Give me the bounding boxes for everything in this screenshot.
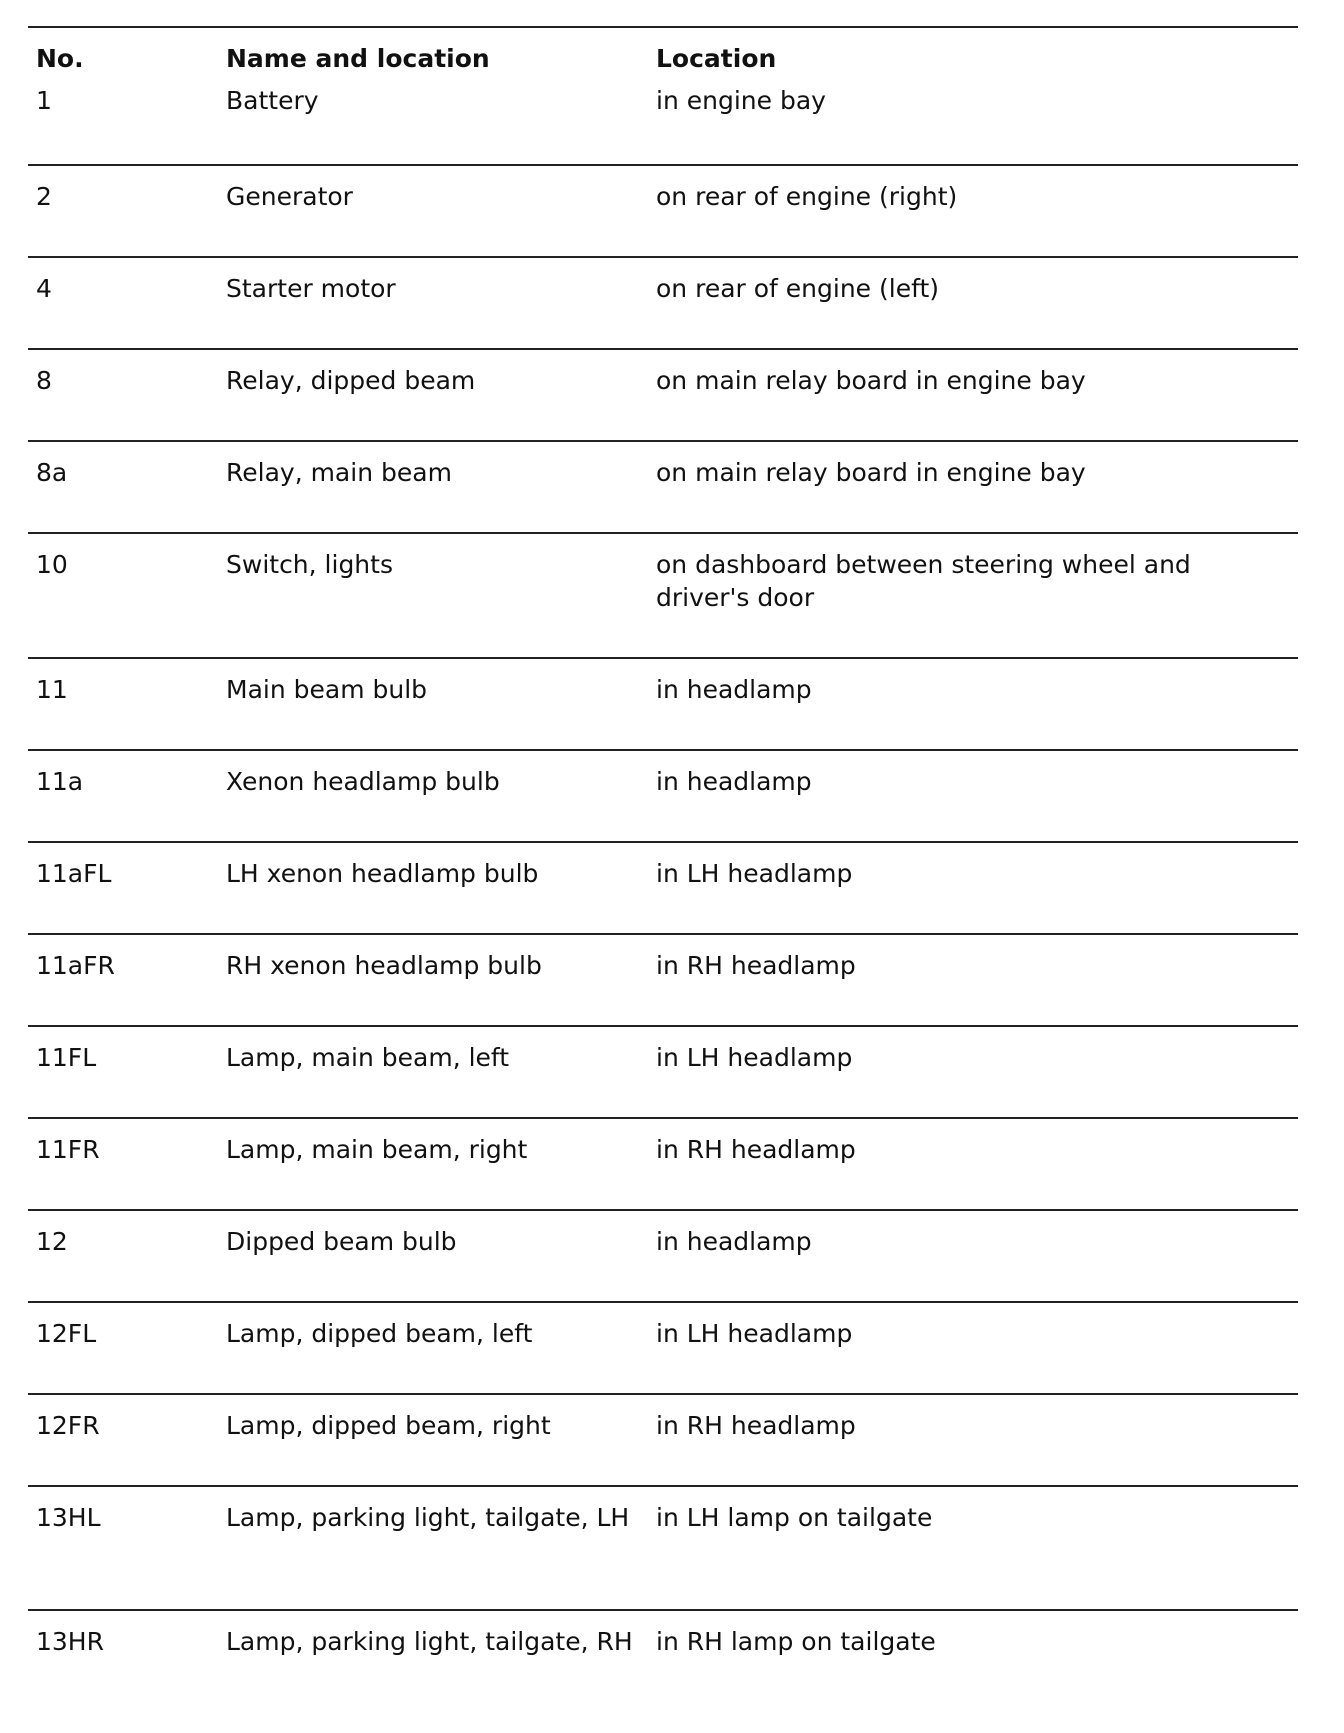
cell-location: on rear of engine (left): [648, 257, 1298, 349]
cell-name: Battery: [226, 86, 319, 115]
cell-name: Xenon headlamp bulb: [218, 750, 648, 842]
cell-no: 1: [36, 86, 52, 115]
table-row: [28, 1210, 1298, 1302]
cell-location: in RH headlamp: [648, 1118, 1298, 1210]
parts-table: [28, 28, 1298, 1733]
cell-location: in LH headlamp: [648, 842, 1298, 934]
cell-location: in LH lamp on tailgate: [648, 1486, 1298, 1610]
cell-name: Relay, main beam: [218, 441, 648, 533]
cell-location: on main relay board in engine bay: [648, 441, 1298, 533]
cell-no: 13HL: [28, 1486, 218, 1610]
cell-location: on rear of engine (right): [648, 165, 1298, 257]
cell-name: Switch, lights: [218, 533, 648, 658]
cell-name: Dipped beam bulb: [218, 1210, 648, 1302]
header-no: No.: [36, 44, 84, 73]
cell-name: LH xenon headlamp bulb: [218, 842, 648, 934]
cell-name: RH xenon headlamp bulb: [218, 934, 648, 1026]
cell-no: 12: [28, 1210, 218, 1302]
cell-location: in LH headlamp: [648, 1302, 1298, 1394]
cell-no: 8a: [28, 441, 218, 533]
cell-name: Lamp, main beam, left: [218, 1026, 648, 1118]
table-row: [28, 658, 1298, 750]
cell-no: 13HR: [28, 1610, 218, 1733]
cell-no: 11aFL: [28, 842, 218, 934]
cell-location: on dashboard between steering wheel and driver's door: [648, 533, 1298, 658]
table-row: [28, 165, 1298, 257]
cell-name: Lamp, dipped beam, left: [218, 1302, 648, 1394]
table-row: [28, 78, 1298, 165]
cell-name: Starter motor: [218, 257, 648, 349]
header-name-and-location: Name and location: [226, 44, 490, 73]
cell-name: Generator: [218, 165, 648, 257]
table-row: [28, 533, 1298, 658]
cell-no: 12FR: [28, 1394, 218, 1486]
cell-name: Main beam bulb: [218, 658, 648, 750]
table-header-row: [28, 28, 1298, 78]
table-row: [28, 1302, 1298, 1394]
cell-location: in LH headlamp: [648, 1026, 1298, 1118]
table-row: [28, 441, 1298, 533]
cell-no: 11FR: [28, 1118, 218, 1210]
cell-no: 11: [28, 658, 218, 750]
cell-name: Lamp, main beam, right: [218, 1118, 648, 1210]
table-row: [28, 257, 1298, 349]
table-row: [28, 842, 1298, 934]
cell-location: in headlamp: [648, 750, 1298, 842]
table-row: [28, 1118, 1298, 1210]
cell-name: Lamp, parking light, tailgate, RH: [218, 1610, 648, 1733]
parts-table-document: [28, 26, 1298, 1733]
table-row: [28, 1026, 1298, 1118]
cell-name: Lamp, dipped beam, right: [218, 1394, 648, 1486]
cell-no: 2: [28, 165, 218, 257]
cell-location: in headlamp: [648, 658, 1298, 750]
cell-no: 10: [28, 533, 218, 658]
cell-no: 4: [28, 257, 218, 349]
cell-location: in engine bay: [656, 86, 826, 115]
cell-no: 12FL: [28, 1302, 218, 1394]
table-row: [28, 1610, 1298, 1733]
cell-no: 8: [28, 349, 218, 441]
cell-name: Relay, dipped beam: [218, 349, 648, 441]
header-location: Location: [656, 44, 777, 73]
cell-location: on main relay board in engine bay: [648, 349, 1298, 441]
table-row: [28, 349, 1298, 441]
cell-location: in RH lamp on tailgate: [648, 1610, 1298, 1733]
table-row: [28, 1486, 1298, 1610]
table-row: [28, 1394, 1298, 1486]
cell-no: 11a: [28, 750, 218, 842]
cell-location: in RH headlamp: [648, 934, 1298, 1026]
table-row: [28, 934, 1298, 1026]
cell-no: 11aFR: [28, 934, 218, 1026]
cell-location: in RH headlamp: [648, 1394, 1298, 1486]
cell-name: Lamp, parking light, tailgate, LH: [218, 1486, 648, 1610]
table-row: [28, 750, 1298, 842]
cell-no: 11FL: [28, 1026, 218, 1118]
cell-location: in headlamp: [648, 1210, 1298, 1302]
